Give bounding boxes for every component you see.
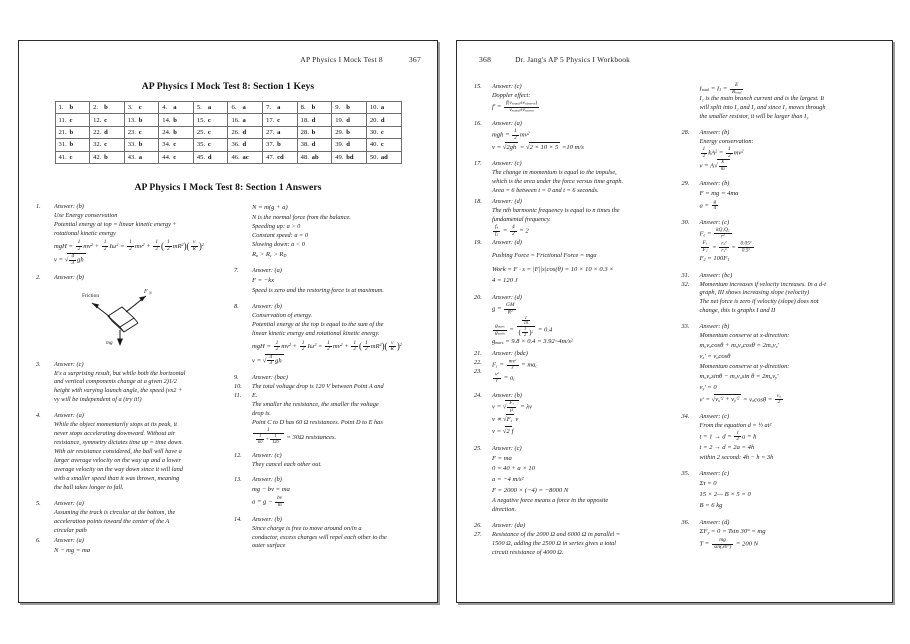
item-line: acceleration points toward the center of the A	[54, 517, 170, 525]
answer-item-19	[473, 239, 669, 287]
running-head-title: AP Physics I Mock Test 8	[300, 55, 383, 64]
item-line: height with varying launch angle, the speed (vx2 +	[54, 387, 183, 395]
item-line: Momentum conserve at y-direction:	[699, 362, 790, 370]
item-number: 5.	[36, 499, 41, 507]
answer-item-14	[233, 516, 421, 552]
item-line: The change in momentum is equal to the impulse,	[492, 169, 617, 177]
key-cell: 9. b	[332, 102, 367, 114]
item-line: E.	[252, 391, 258, 399]
key-cell: 7. a	[263, 102, 298, 114]
key-cell: 15. c	[193, 114, 228, 126]
item-line: Point C to D has 60 Ω resistances. Point D to E has	[252, 418, 383, 426]
item-equation: 4 = 120 J	[492, 277, 518, 285]
item-number: 36.	[681, 518, 690, 526]
item-line: circuit resistance of 4000 Ω.	[492, 548, 564, 556]
left-column	[473, 83, 669, 565]
answer-item-17	[473, 160, 669, 196]
item-equation: $I_{total} = I_1$ = $\frac{E}{R_{total}}$	[699, 82, 742, 95]
item-line: circular path	[54, 526, 87, 534]
key-cell: 43. a	[124, 151, 159, 163]
item-answer: Answer: (c)	[492, 444, 522, 452]
answer-item-9-10-11	[233, 374, 421, 445]
left-page	[18, 40, 438, 603]
answer-item-35	[681, 470, 877, 512]
item-line: Pushing Force = Frictional Force = mga	[492, 252, 597, 260]
item-number: 23.	[474, 368, 482, 376]
key-cell: 48. ab	[297, 151, 332, 163]
answer-item-6	[35, 537, 223, 557]
key-cell: 46. ac	[228, 151, 263, 163]
key-cell: 30. c	[366, 126, 401, 138]
key-cell: 12. c	[90, 114, 125, 126]
item-number: 19.	[474, 239, 482, 247]
table-row	[55, 151, 401, 163]
answer-item-13	[233, 476, 421, 508]
item-equation: t = 2 → d = 2a = 4h	[699, 444, 755, 452]
item-equation: T = $\frac{mg}{\sin(30^\circ)}$ = 200 N	[699, 537, 758, 551]
key-cell: 41. c	[55, 151, 90, 163]
item-line: the ball takes longer to fall.	[54, 483, 124, 491]
right-page-columns	[473, 83, 876, 565]
item-number: 16.	[474, 120, 482, 128]
item-answer: Answer: (bc)	[699, 271, 733, 279]
item-number: 25.	[474, 444, 482, 452]
item-line: Doppler effect:	[492, 91, 531, 99]
item-number: 6.	[36, 537, 41, 545]
item-equation: mgh = $\frac{1}{2}$ $mv^2$	[492, 128, 530, 141]
item-equation: N − mg = ma	[54, 547, 91, 555]
item-line: average velocity on the way down since it will land	[54, 465, 183, 473]
item-line: fundamental frequency.	[492, 216, 551, 223]
answer-item-2	[35, 274, 223, 354]
item-number: 32.	[681, 280, 690, 288]
key-cell: 33. b	[124, 139, 159, 151]
item-answer: Answer: (c)	[699, 412, 730, 420]
item-number: 7.	[234, 267, 239, 275]
item-number: 12.	[234, 451, 242, 459]
key-cell: 19. d	[332, 114, 367, 126]
item-number: 9.	[234, 373, 239, 381]
item-equation: $\frac{F_1}{F_2}$ = $\frac{r_2^2}{r_1^2}$ = $\frac{0.05^2}{0.5^2}$	[702, 239, 752, 254]
item-number: 21.	[474, 350, 482, 358]
item-line: Energy conservation:	[699, 138, 754, 146]
item-line: I₁ is the main branch current and is the largest. It	[699, 95, 825, 103]
key-cell: 35. c	[193, 139, 228, 151]
item-number: 34.	[681, 412, 690, 420]
key-cell: 27. a	[263, 126, 298, 138]
item-equation: $\frac{g_{mars}}{g_{earth}}$ = $\frac{1}{10}$ ( $\frac{1}{2}$ )$^2$ = 0.4	[495, 314, 553, 337]
item-line: Speeding up: a > 0	[252, 222, 301, 230]
key-cell: 42. b	[90, 151, 125, 163]
key-cell: 28. b	[297, 126, 332, 138]
key-cell: 45. d	[193, 151, 228, 163]
item-line: will split into I₂ and I₃ and since I₂ moves through	[699, 104, 826, 112]
item-equation: $v' = √v_x'^2 + v_y'^2 = v_o\cos\theta$ = $\frac{v_o}{2}$	[699, 392, 781, 406]
label-weight: mg	[106, 339, 113, 346]
item-equation: 0 = 40 + a × 10	[492, 465, 536, 473]
item-line: Since charge is free to move around on/in a	[252, 524, 362, 532]
item-equation: $v_y' = 0$	[699, 383, 717, 391]
item-number: 2.	[36, 273, 41, 281]
item-equation: F = 2000 × (−4) = −8000 N	[492, 487, 569, 495]
item-number: 15.	[474, 83, 482, 90]
item-number: 1.	[36, 202, 41, 210]
table-row	[55, 102, 401, 114]
key-cell: 2. b	[90, 102, 125, 114]
item-answer: Answer: (c)	[54, 360, 84, 368]
item-number: 10.	[234, 382, 242, 390]
item-equation: $\frac{1}{2}$ $kA^2$ = $\frac{1}{2}$ $mv^2$	[702, 146, 744, 159]
key-cell: 23. c	[124, 126, 159, 138]
item-number: 27.	[474, 530, 482, 538]
item-answer: Answer: (d)	[492, 293, 522, 301]
item-line: Potential energy at the top is equal to the sum of the	[252, 321, 384, 329]
item-number: 14.	[234, 515, 242, 523]
answer-item-30	[681, 219, 877, 265]
item-line: With air resistance considered, the ball will have a	[54, 448, 182, 456]
item-line: Speed is zero and the restoring force is at maximum.	[252, 287, 384, 295]
item-number: 24.	[474, 391, 482, 399]
item-equation: F = −kx	[252, 277, 275, 285]
answer-item-6-cont	[233, 203, 421, 261]
item-line: direction.	[492, 505, 517, 513]
item-equation: a = g − $\frac{bv}{m}$	[252, 495, 283, 508]
right-page	[456, 40, 893, 603]
item-equation: N = m(g + a)	[252, 203, 288, 211]
answer-item-29	[681, 180, 877, 212]
item-line: never stops accelerating downward. Without air	[54, 430, 176, 438]
key-cell: 16. a	[228, 114, 263, 126]
item-equation: Στ = 0	[699, 479, 717, 487]
item-equation: v = √ $\frac{F_t}{\mu}$ = λν	[492, 400, 533, 414]
label-normal-force-sub: N	[149, 290, 152, 296]
key-cell: 6. a	[228, 102, 263, 114]
key-cell: 32. c	[90, 139, 125, 151]
item-number: 3.	[36, 360, 41, 368]
item-equation: $\frac{f_4}{f_2}$ = $\frac{4}{2}$ = 2	[495, 223, 529, 237]
answer-item-27-cont	[681, 83, 877, 122]
item-equation: $\frac{v^2}{r}$ = $a_c$	[495, 370, 515, 384]
item-answer: Answer: (d)	[492, 239, 522, 247]
answer-item-4	[35, 412, 223, 492]
item-number: 22.	[474, 359, 482, 367]
item-line: linear kinetic energy and rotational kinetic energy.	[252, 330, 380, 338]
item-equation: a = $\frac{g}{4}$	[699, 198, 717, 212]
item-equation: $g_{mars} = 9.8 \times 0.4$ = $3.92\sim 4m/s^2$	[492, 337, 573, 346]
running-head-title: Dr. Jang's AP 5 Physics I Workbook	[515, 55, 631, 64]
answer-item-26-27	[473, 522, 669, 558]
item-equation: mgH = $\frac{1}{2}$ $mv^2$ + $\frac{1}{2}$ $I\omega^2$ = $\frac{1}{2}$ $mv^2$ + $\frac{1}{2}$ ( $\frac{1}{2}$ $mR^2$)( $\frac{v}{R}$ )$^2$	[54, 239, 204, 253]
item-equation: B = 6 kg	[699, 501, 723, 509]
item-equation: Work = F · s = |F||s|cos(θ) = 10 × 10 × 0.3 ×	[492, 266, 614, 274]
item-equation: a = −4 m/s²	[492, 476, 524, 484]
answer-item-20	[473, 294, 669, 348]
item-line: From the equation d = ½ at²	[699, 421, 772, 429]
item-answer: Answer: (b)	[54, 273, 84, 281]
item-answer: Answer: (c)	[252, 451, 282, 459]
item-line: larger average velocity on the way up and a lower	[54, 456, 181, 464]
item-answer: Answer: (a)	[54, 499, 84, 507]
label-normal-force: F	[144, 288, 148, 295]
key-cell: 50. ad	[366, 151, 401, 163]
item-equation: $F_e$ = $\frac{kQ_1Q_2}{r^2}$	[699, 226, 730, 240]
key-cell: 37. b	[263, 139, 298, 151]
answer-item-34	[681, 413, 877, 463]
key-cell: 39. d	[332, 139, 367, 151]
item-line: the smaller resistor, it will be larger than I₃	[699, 113, 809, 121]
item-equation: $R_a > R_c > R_D$	[252, 250, 287, 258]
key-cell: 26. d	[228, 126, 263, 138]
answer-key-table	[55, 101, 402, 164]
label-friction: Friction	[82, 292, 100, 299]
item-equation: F = ma	[492, 454, 512, 462]
item-equation: 15 × 2— B × 5 = 0	[699, 490, 751, 498]
key-cell: 18. d	[297, 114, 332, 126]
item-number: 8.	[234, 303, 239, 311]
item-line: The smaller the resistance, the smaller the voltage	[252, 400, 379, 408]
item-line: The nth harmonic frequency is equal to n times the	[492, 207, 620, 215]
answer-item-1	[35, 203, 223, 267]
item-number: 20.	[474, 293, 482, 301]
item-line: It's a surprising result, but while both the horizontal	[54, 369, 186, 377]
item-line: which is the area under the force versus time graph.	[492, 178, 624, 186]
item-line: within 2 second: 4h − h = 3h	[699, 454, 774, 462]
item-equation: $v \propto √F_t$ ν	[492, 414, 669, 426]
item-answer: Answer: (c)	[492, 160, 522, 168]
item-number: 18.	[474, 198, 482, 206]
table-row	[55, 126, 401, 138]
item-line: outer surface	[252, 542, 286, 550]
answer-item-33	[681, 323, 877, 406]
item-answer: Answer: (b)	[699, 323, 730, 331]
item-line: 1500 Ω, adding the 2500 Ω in series gives a total	[492, 539, 617, 547]
answer-item-36	[681, 519, 877, 551]
right-page-running-head	[473, 55, 876, 67]
item-line: rotational kinetic energy	[54, 229, 116, 237]
key-cell: 34. c	[159, 139, 194, 151]
item-equation: 1 $\frac{1}{60}$ + $\frac{1}{120}$ = 30Ω resistances.	[252, 428, 421, 445]
right-column	[681, 83, 877, 565]
item-answer: Answer: (c)	[492, 83, 522, 90]
item-equation: $F_c$ = $\frac{mv^2}{r}$ = $ma_c$	[492, 358, 538, 372]
item-line: Resistance of the 2000 Ω and 6000 Ω in parallel =	[492, 530, 621, 538]
item-answer: Answer: (b)	[252, 515, 282, 523]
item-number: 30.	[681, 218, 690, 226]
item-line: resistance, symmetry dictates time up = time down.	[54, 439, 184, 447]
item-line: drop is.	[252, 409, 272, 417]
key-cell: 40. c	[366, 139, 401, 151]
item-line: Momentum conserve at x-direction:	[699, 332, 790, 340]
answer-item-8	[233, 303, 421, 367]
key-cell: 17. c	[263, 114, 298, 126]
item-line: A negative force means a force in the opposite	[492, 497, 609, 504]
item-number: 28.	[681, 129, 690, 137]
answer-item-24	[473, 392, 669, 438]
item-number: 35.	[681, 469, 690, 477]
answer-item-28	[681, 129, 877, 173]
item-equation: mgH = $\frac{1}{2}$ $mv^2$ + $\frac{1}{2}$ $I\omega^2$ = $\frac{1}{2}$ $mv^2$ + $\frac{1}{2}$ ( $\frac{1}{2}$ $mR^2$)( $\frac{v}{R}$ )$^2$	[252, 339, 402, 353]
item-line: Slowing down: a < 0	[252, 240, 305, 248]
item-number: 11.	[234, 391, 242, 399]
item-answer: Answer: (c)	[699, 218, 730, 226]
key-cell: 10. a	[366, 102, 401, 114]
key-cell: 38. d	[297, 139, 332, 151]
key-cell: 14. b	[159, 114, 194, 126]
item-answer: Answer: (b)	[699, 129, 730, 137]
item-answer: Answer: (bac)	[252, 373, 288, 381]
item-equation: $m_ov_o\sin\theta - m_ov_o\sin$ $\theta = 2m_ov_y'$	[699, 372, 779, 380]
item-equation: $\Sigma F_y = 0 = Tsin$ 30° = mg	[699, 528, 766, 536]
item-equation: $v_x' = v_o\cos\theta$	[699, 353, 731, 361]
key-cell: 24. b	[159, 126, 194, 138]
item-equation: v = √ $\frac{4}{3}$ gh	[252, 353, 282, 367]
item-line: conductor, excess charges will repel each other to the	[252, 533, 387, 541]
page-folio: 367	[408, 55, 421, 64]
key-cell: 5. a	[193, 102, 228, 114]
item-answer: Answer: (b)	[492, 391, 522, 399]
item-line: Assuming the track is circular at the bottom, the	[54, 508, 176, 516]
item-equation: v = √2gh = √2 × 10 × 5 =10 m/s	[492, 142, 669, 154]
left-page-running-head	[35, 55, 421, 67]
item-answer: Answer: (b)	[699, 179, 730, 187]
item-number: 26.	[474, 521, 482, 529]
key-cell: 47. cd	[263, 151, 298, 163]
item-line: Use Energy conservation	[54, 211, 118, 219]
item-answer: Answer: (b)	[252, 476, 282, 484]
item-equation: $m_ov_o\cos\theta + m_ov_o\cos\theta = 2m_ov_x'$	[699, 342, 779, 350]
key-cell: 21. b	[55, 126, 90, 138]
item-answer: Answer: (b)	[252, 303, 282, 311]
answer-item-16	[473, 120, 669, 153]
key-cell: 36. d	[228, 139, 263, 151]
item-number: 31.	[681, 271, 690, 279]
key-cell: 22. d	[90, 126, 125, 138]
item-line: They cancel each other out.	[252, 460, 322, 468]
answer-item-15	[473, 83, 669, 113]
item-equation: g = $\frac{GM}{R^2}$	[492, 301, 515, 315]
item-equation: F = mg = 4ma	[699, 189, 739, 197]
item-line: Area = 6 between t = 0 and t = 6 seconds.	[492, 187, 599, 195]
answer-item-18	[473, 198, 669, 237]
key-cell: 49. bd	[332, 151, 367, 163]
item-line: = 30Ω resistances.	[286, 433, 337, 441]
item-equation: f' = $\frac{f(v_{sound}\pm v_{observe})}{v_{sound}\pm v_{source}}$	[492, 99, 538, 113]
key-cell: 29. b	[332, 126, 367, 138]
answer-item-25	[473, 445, 669, 515]
table-row	[55, 139, 401, 151]
item-line: and vertical components change at a given 2)1/2	[54, 378, 177, 386]
key-cell: 31. b	[55, 139, 90, 151]
item-number: 13.	[234, 476, 242, 484]
item-answer: Answer: (a)	[492, 120, 522, 128]
item-answer: Answer: (bdc)	[492, 350, 528, 358]
item-answer: Answer: (da)	[492, 521, 526, 529]
item-line: with a smaller speed than it was thrown, meaning	[54, 474, 180, 482]
item-line: The net force is zero if velocity (slope) does not	[699, 298, 819, 306]
key-cell: 20. d	[366, 114, 401, 126]
item-line: Momentum increases if velocity increases. In a d-t	[699, 280, 826, 288]
item-answer: Answer: (b)	[54, 202, 84, 210]
left-page-columns	[35, 203, 421, 564]
key-cell: 4. a	[159, 102, 194, 114]
item-equation: t = 1 → d = $\frac{1}{2}$ a = h	[699, 429, 757, 443]
item-line: N is the normal force from the balance.	[252, 213, 351, 221]
item-line: change, this is graphs I and II	[699, 307, 776, 315]
answer-item-3	[35, 361, 223, 406]
page-folio: 368	[479, 55, 492, 64]
key-cell: 11. c	[55, 114, 90, 126]
item-answer: Answer: (d)	[699, 518, 730, 526]
item-line: Potential energy at top = linear kinetic energy +	[54, 220, 177, 228]
item-answer: Answer: (a)	[252, 267, 282, 275]
key-cell: 25. c	[193, 126, 228, 138]
answer-item-5	[35, 500, 223, 536]
item-number: 4.	[36, 412, 41, 420]
right-column	[233, 203, 421, 564]
item-number: 33.	[681, 323, 690, 331]
table-row	[55, 114, 401, 126]
item-line: While the object momentarily stops at its peak, it	[54, 421, 177, 429]
answer-item-31-32	[681, 272, 877, 317]
left-column	[35, 203, 223, 564]
answer-item-21-22-23	[473, 350, 669, 384]
section-keys-title: AP Physics I Mock Test 8: Section 1 Keys	[141, 81, 315, 92]
key-cell: 13. b	[124, 114, 159, 126]
free-body-diagram	[70, 286, 223, 352]
key-cell: 1. b	[55, 102, 90, 114]
key-cell: 3. c	[124, 102, 159, 114]
item-number: 17.	[474, 160, 482, 168]
item-answer: Answer: (a)	[54, 537, 84, 545]
answer-item-7	[233, 267, 421, 296]
item-equation: mg − bv = ma	[252, 486, 290, 494]
item-line: Conservation of energy.	[252, 312, 313, 320]
item-equation: v = √ $\frac{4}{3}$ gh	[54, 253, 84, 267]
answer-item-12	[233, 452, 421, 470]
item-equation: $F_2 = 100F_1$	[699, 254, 730, 262]
item-line: Constant speed: a = 0	[252, 231, 309, 239]
key-cell: 44. c	[159, 151, 194, 163]
item-equation: v = A√ $\frac{k}{m}$	[700, 159, 877, 172]
item-line: graph, III shows increasing slope (velocity)	[699, 289, 810, 297]
key-cell: 8. b	[297, 102, 332, 114]
item-equation: v = √2 f	[492, 426, 669, 438]
item-answer: Answer: (a)	[54, 412, 84, 420]
section-answers-title: AP Physics I Mock Test 8: Section 1 Answers	[134, 181, 322, 193]
item-line: The total voltage drop is 120 V between Point A and	[252, 382, 384, 390]
item-answer: Answer: (c)	[699, 469, 730, 477]
item-line: vy will be independent of a (try it!)	[54, 396, 142, 404]
item-answer: Answer: (d)	[492, 198, 522, 206]
item-number: 29.	[681, 179, 690, 187]
